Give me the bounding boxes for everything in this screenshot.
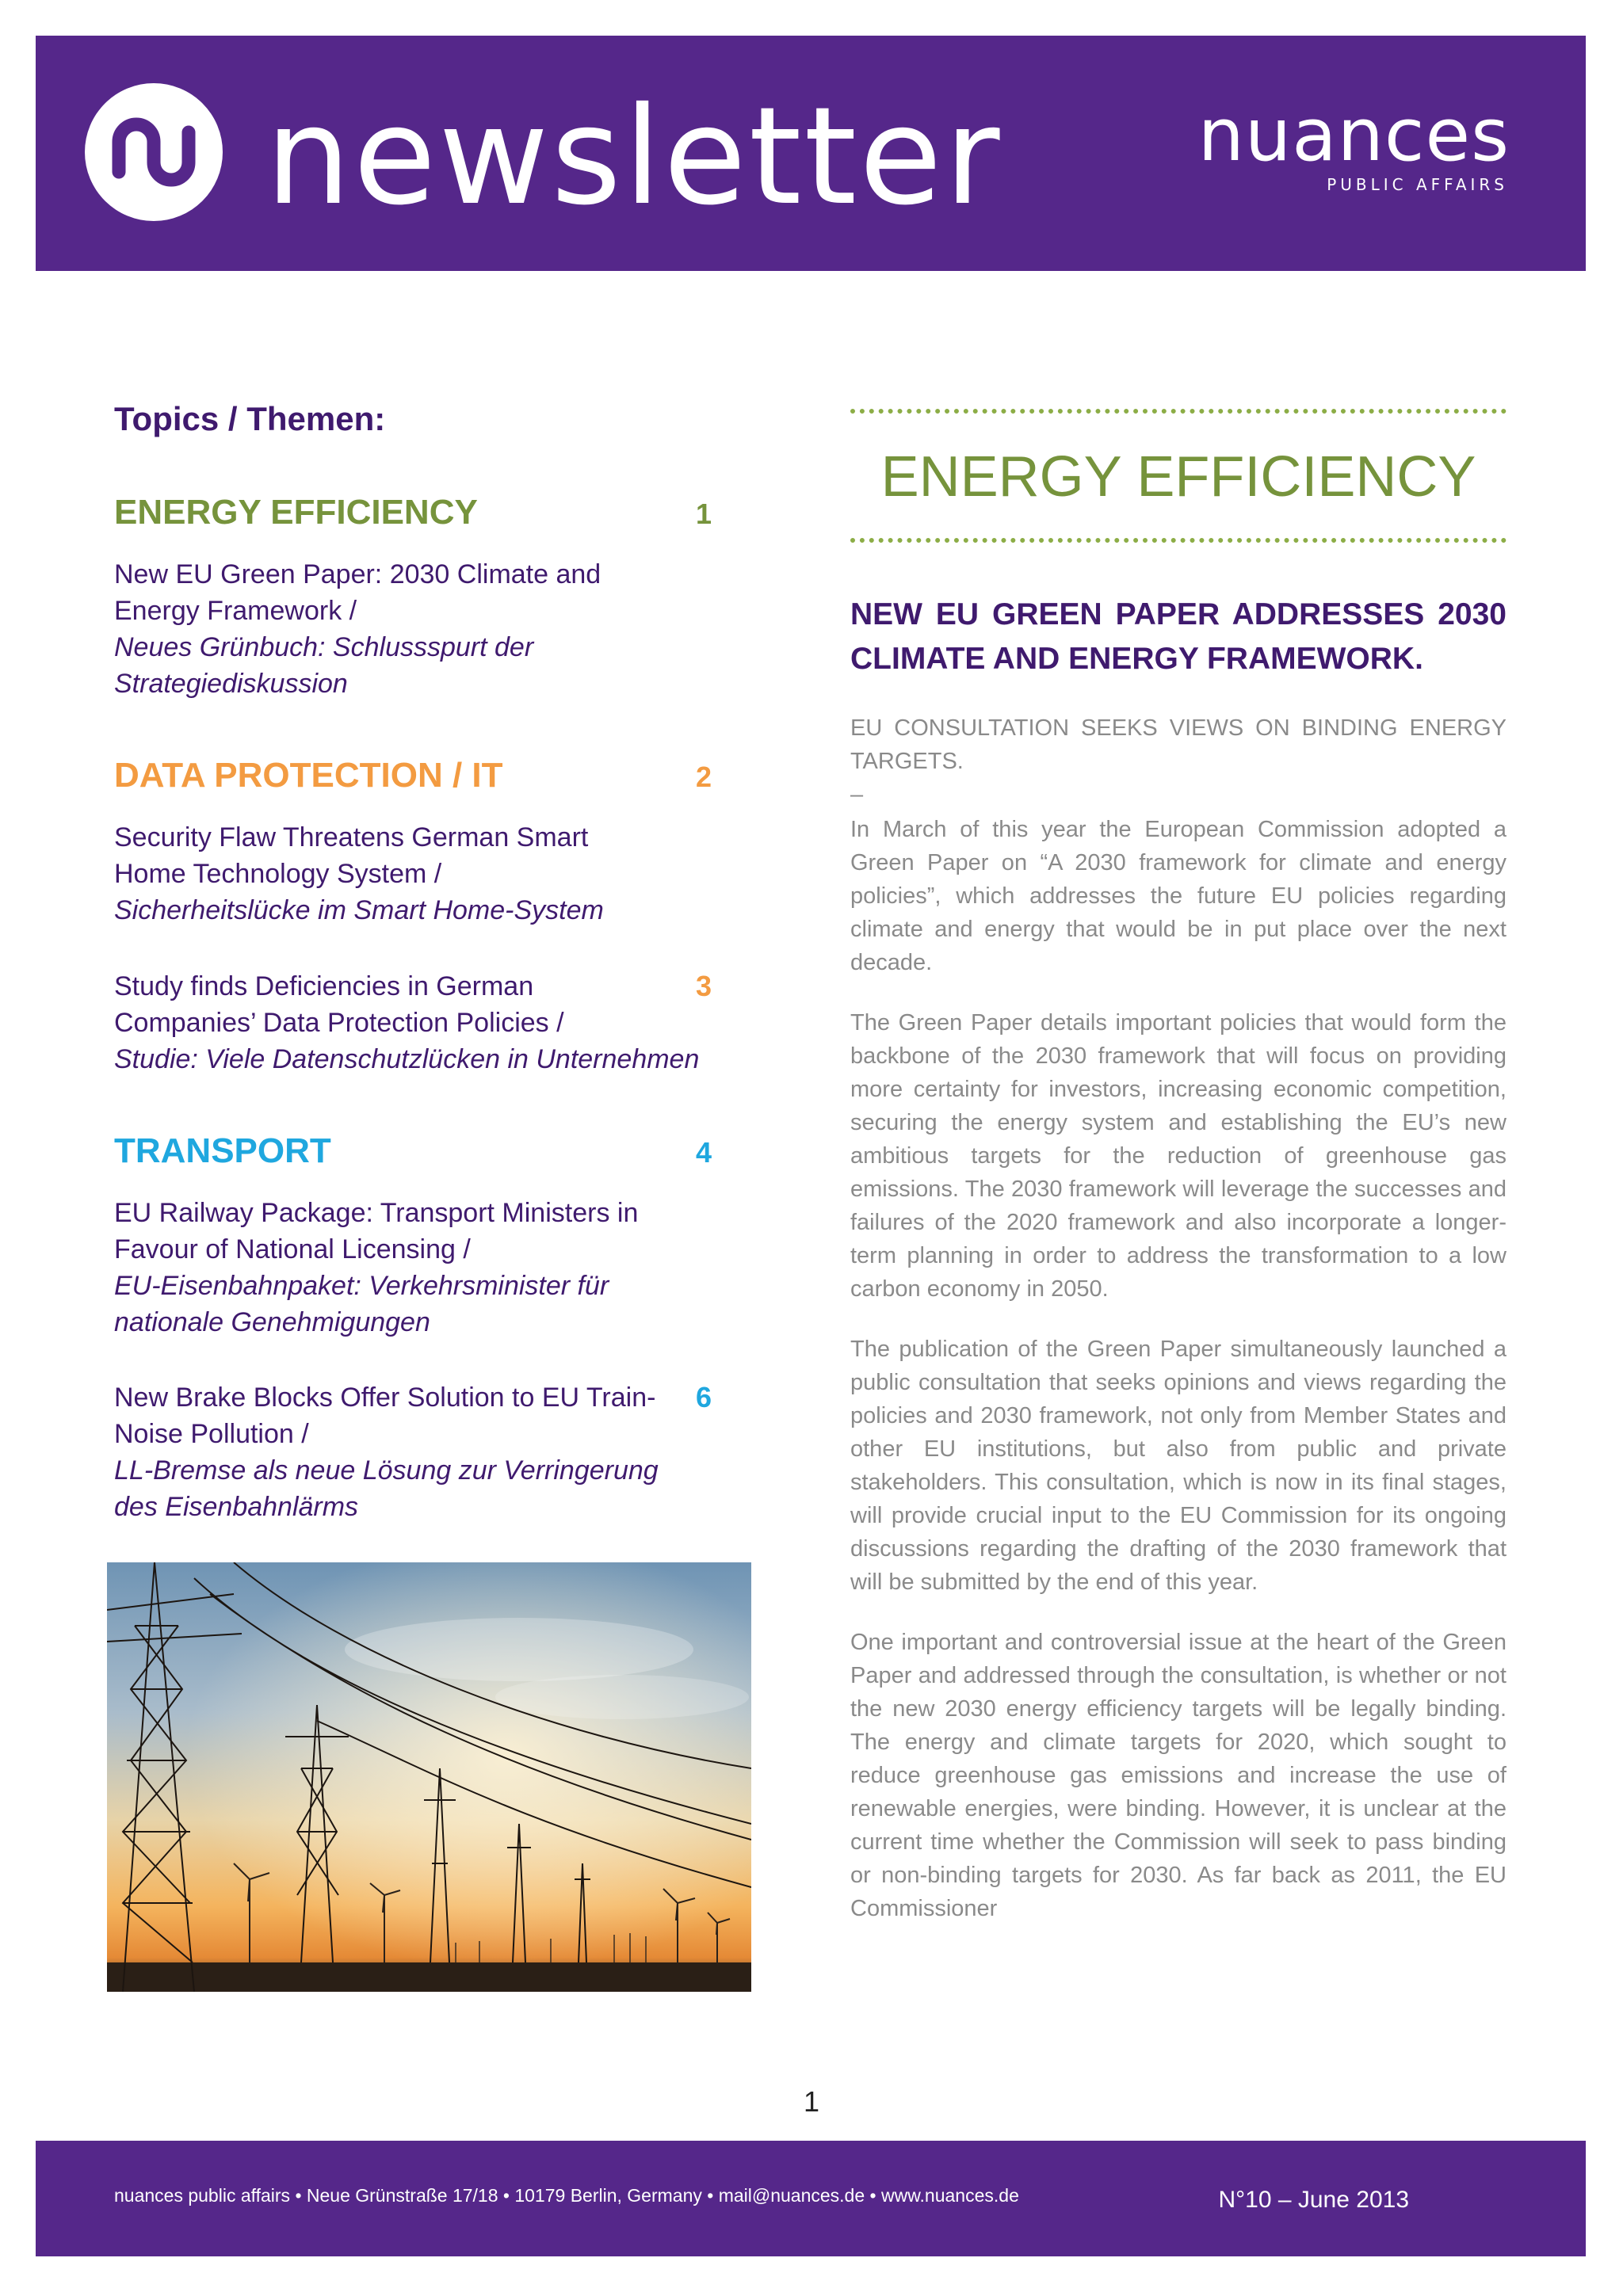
brand-tagline: PUBLIC AFFAIRS xyxy=(1327,175,1508,194)
toc-item-title-en: New Brake Blocks Offer Solution to EU Train-Noise Pollution / xyxy=(114,1383,656,1449)
section-title: ENERGY EFFICIENCY xyxy=(880,445,1476,509)
toc-heading: Topics / Themen: xyxy=(114,400,386,437)
article-paragraph: In March of this year the European Commission adopted a Green Paper on “A 2030 framework for climate and energy policies”, which addresses the future EU policies regarding climate and energy that would be in put place over the next decade. xyxy=(850,817,1507,975)
toc-item-title-de: Studie: Viele Datenschutzlücken in Unternehmen xyxy=(114,1044,700,1074)
nuances-logo xyxy=(85,83,223,221)
brand-name: nuances xyxy=(1197,93,1510,177)
toc-item-title-de: Sicherheitslücke im Smart Home-System xyxy=(114,895,604,925)
toc-item-title-de: LL-Bremse als neue Lösung zur Verringerung des Eisenbahnlärms xyxy=(114,1455,659,1522)
article-paragraph: The publication of the Green Paper simultaneously launched a public consultation that seeks opinions and views regarding the policies and 2030 framework, not only from Member States and other EU institutions, but also from public and private stakeholders. This consultation, which is now in its final stages, will provide crucial input to the EU Commission for its ongoing discussions regarding the drafting of the 2030 framework that will be submitted by the end of this year. xyxy=(850,1337,1507,1595)
nuances-n-logo-icon xyxy=(85,83,223,221)
article-dash: – xyxy=(850,782,864,807)
section-divider-top xyxy=(850,409,1507,414)
toc-item-title-de: EU-Eisenbahnpaket: Verkehrsminister für nationale Genehmigungen xyxy=(114,1271,609,1337)
toc-item-data-protection-study[interactable] xyxy=(114,968,712,1077)
newsletter-footer xyxy=(36,2141,1586,2256)
toc-section-transport[interactable] xyxy=(114,1131,712,1171)
toc-section-energy-efficiency[interactable] xyxy=(114,493,712,532)
toc-section-data-protection[interactable] xyxy=(114,756,712,795)
toc-item-title-en: New EU Green Paper: 2030 Climate and Energy Framework / xyxy=(114,559,601,626)
toc-section-title: ENERGY EFFICIENCY xyxy=(114,493,478,532)
toc-page-number: 4 xyxy=(695,1136,712,1169)
toc-page-number: 1 xyxy=(695,498,712,530)
toc-item-railway-package[interactable] xyxy=(114,1195,712,1341)
article-lead: EU CONSULTATION SEEKS VIEWS ON BINDING ENERGY TARGETS. xyxy=(850,715,1507,774)
footer-address: nuances public affairs • Neue Grünstraße 17/18 • 10179 Berlin, Germany • mail@nuances.de • www.nuances.de xyxy=(114,2185,1019,2206)
newsletter-title: newsletter xyxy=(265,78,1002,235)
section-divider-bottom xyxy=(850,538,1507,543)
newsletter-header xyxy=(36,36,1586,271)
toc-item-brake-blocks[interactable] xyxy=(114,1379,712,1525)
article-paragraph: One important and controversial issue at the heart of the Green Paper and addressed through the consultation, is whether or not the new 2030 energy efficiency targets will be legally binding. The energy and climate targets for 2020, which sought to reduce greenhouse gas emissions and increase the use of renewable energies, were binding. However, it is unclear at the current time whether the Commission will seek to pass binding or non-binding targets for 2030. As far back as 2011, the EU Commissioner xyxy=(850,1630,1507,1921)
toc-item-title-de: Neues Grünbuch: Schlussspurt der Strategiediskussion xyxy=(114,632,534,699)
article-title: NEW EU GREEN PAPER ADDRESSES 2030 CLIMATE AND ENERGY FRAMEWORK. xyxy=(850,597,1507,676)
power-lines-photo xyxy=(107,1562,751,1992)
toc-page-number: 2 xyxy=(695,761,712,793)
toc-item-title-en: Study finds Deficiencies in German Companies’ Data Protection Policies / xyxy=(114,971,564,1038)
footer-issue: N°10 – June 2013 xyxy=(1218,2187,1409,2213)
toc-page-number: 6 xyxy=(695,1381,712,1413)
toc-item-smart-home[interactable] xyxy=(114,819,712,929)
toc-item-title-en: EU Railway Package: Transport Ministers in Favour of National Licensing / xyxy=(114,1198,639,1264)
toc-item-title-en: Security Flaw Threatens German Smart Home Technology System / xyxy=(114,822,589,889)
page-number: 1 xyxy=(803,2085,820,2118)
toc-page-number: 3 xyxy=(695,970,712,1002)
toc-item-green-paper[interactable] xyxy=(114,556,712,702)
toc-section-title: DATA PROTECTION / IT xyxy=(114,756,503,795)
toc-section-title: TRANSPORT xyxy=(114,1131,331,1170)
article-body xyxy=(850,711,1507,1952)
article-paragraph: The Green Paper details important policies that would form the backbone of the 2030 framework that will focus on providing more certainty for investors, increasing economic competition, securing the energy system and establishing the EU’s new ambitious targets for the reduction of greenhouse gas emissions. The 2030 framework will leverage the successes and failures of the 2020 framework and also incorporate a longer-term planning in order to address the transformation to a low carbon economy in 2050. xyxy=(850,1010,1507,1302)
